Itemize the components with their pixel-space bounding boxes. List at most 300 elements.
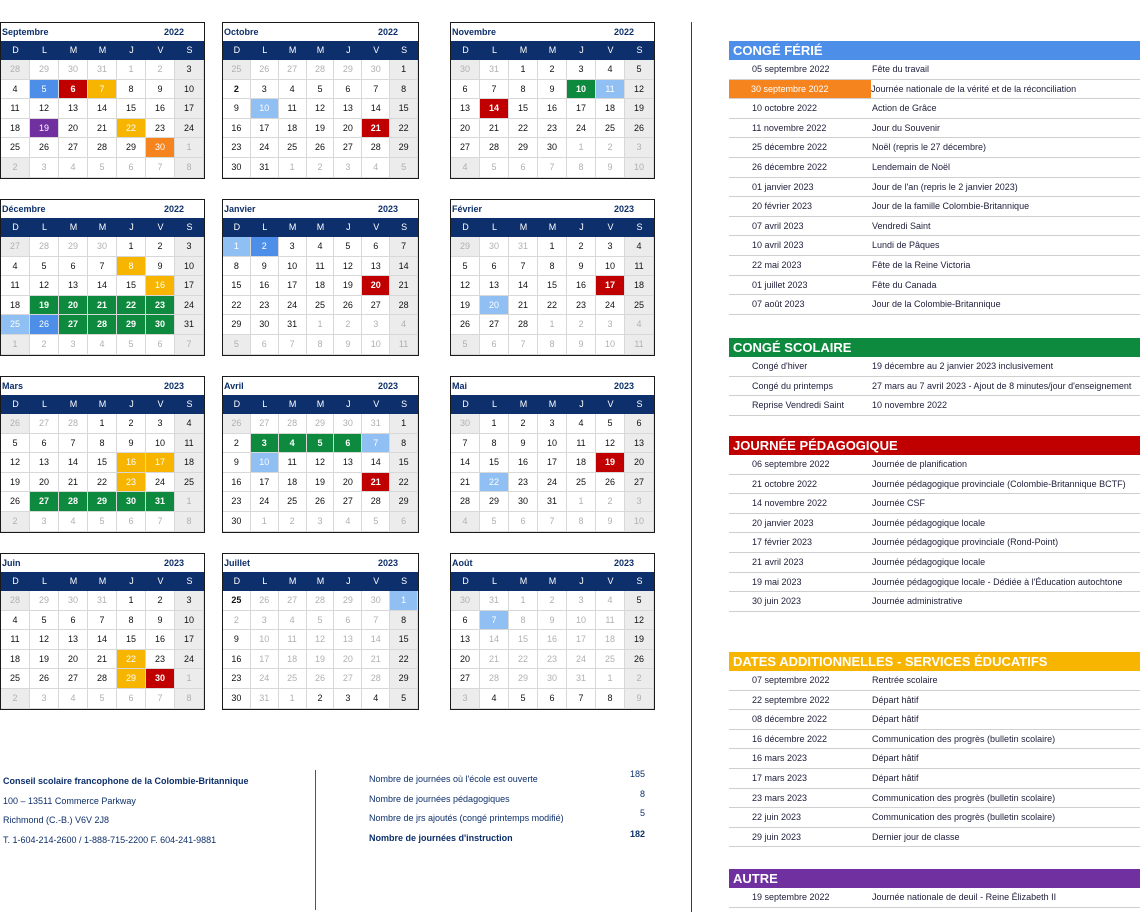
- day-cell: 21: [451, 473, 480, 493]
- day-cell: 31: [538, 492, 567, 512]
- legend-date: 22 mai 2023: [752, 259, 802, 270]
- day-cell: 4: [88, 335, 117, 355]
- weekday-label: M: [519, 222, 528, 232]
- day-cell: 22: [390, 473, 418, 493]
- day-cell: 26: [334, 296, 362, 316]
- day-cell: 30: [334, 414, 362, 434]
- day-cell: 28: [88, 138, 117, 158]
- month-calendar: [450, 376, 655, 533]
- day-cell: 26: [307, 492, 335, 512]
- day-cell: 24: [251, 492, 279, 512]
- day-cell: 8: [538, 257, 567, 277]
- day-cell: 2: [1, 689, 30, 709]
- legend-date: Congé d'hiver: [752, 361, 808, 371]
- day-cell: 31: [88, 60, 117, 80]
- day-cell: 25: [596, 650, 625, 670]
- legend-description: Journée nationale de la vérité et de la réconciliation: [871, 83, 1077, 94]
- day-cell: 21: [480, 119, 509, 139]
- day-cell: 28: [362, 138, 390, 158]
- section-header: CONGÉ FÉRIÉ: [729, 41, 1140, 60]
- day-cell: 27: [59, 138, 88, 158]
- day-cell: 28: [59, 492, 88, 512]
- day-cell: 6: [451, 80, 480, 100]
- legend-description: Départ hâtif: [872, 714, 919, 725]
- day-cell: 12: [625, 80, 654, 100]
- legend-description: Lendemain de Noël: [872, 161, 951, 172]
- weekday-label: M: [316, 222, 325, 232]
- weekday-label: D: [462, 576, 469, 586]
- month-title: [1, 23, 204, 41]
- legend-description: 27 mars au 7 avril 2023 - Ajout de 8 minutes/jour d'enseignement: [872, 380, 1132, 391]
- day-cell: 22: [117, 296, 146, 316]
- month-title: [223, 554, 418, 572]
- day-cell: 29: [30, 591, 59, 611]
- day-cell: 7: [175, 335, 204, 355]
- weekday-label: J: [346, 45, 351, 55]
- day-cell: 2: [251, 237, 279, 257]
- day-cell: 4: [175, 414, 204, 434]
- day-cell: 31: [251, 689, 279, 709]
- day-cell: 6: [509, 512, 538, 532]
- day-cell: 26: [625, 650, 654, 670]
- weekday-header: [223, 395, 418, 414]
- day-cell: 25: [1, 669, 30, 689]
- legend-description: 19 décembre au 2 janvier 2023 inclusivement: [872, 361, 1054, 371]
- day-cell: 6: [146, 335, 175, 355]
- day-cell: 20: [334, 119, 362, 139]
- day-cell: 30: [251, 315, 279, 335]
- legend-date: 07 avril 2023: [752, 220, 804, 231]
- month-year: 2023: [163, 558, 184, 568]
- weekday-header: [1, 395, 204, 414]
- day-cell: 2: [509, 414, 538, 434]
- legend-date: 01 janvier 2023: [752, 181, 814, 192]
- day-cell: 8: [509, 611, 538, 631]
- weekday-label: D: [233, 45, 241, 55]
- day-cell: 25: [279, 669, 307, 689]
- day-cell: 5: [480, 512, 509, 532]
- legend-row: [729, 494, 1140, 514]
- day-cell: 4: [279, 80, 307, 100]
- day-cell: 8: [567, 158, 596, 178]
- org-name: Conseil scolaire francophone de la Colombie-Britannique: [3, 776, 249, 786]
- day-cell: 6: [59, 257, 88, 277]
- day-grid: [1, 591, 204, 709]
- legend-date: 10 avril 2023: [752, 240, 804, 251]
- month-calendar: [222, 199, 419, 356]
- month-calendar: [0, 22, 205, 179]
- day-cell: 10: [251, 99, 279, 119]
- day-cell: 7: [362, 80, 390, 100]
- weekday-label: L: [491, 45, 497, 55]
- day-cell: 27: [451, 669, 480, 689]
- day-cell: 2: [1, 512, 30, 532]
- weekday-label: M: [519, 576, 528, 586]
- day-cell: 19: [30, 296, 59, 316]
- day-cell: 17: [175, 630, 204, 650]
- day-cell: 1: [509, 60, 538, 80]
- legend-row: [729, 533, 1140, 553]
- legend-description: Journée administrative: [872, 596, 963, 607]
- day-cell: 10: [175, 80, 204, 100]
- day-cell: 26: [30, 669, 59, 689]
- day-cell: 29: [390, 492, 418, 512]
- day-cell: 2: [117, 414, 146, 434]
- day-cell: 7: [390, 237, 418, 257]
- day-cell: 21: [362, 650, 390, 670]
- day-cell: 24: [175, 119, 204, 139]
- day-cell: 14: [480, 630, 509, 650]
- day-cell: 30: [538, 138, 567, 158]
- day-cell: 4: [390, 315, 418, 335]
- month-year: 2022: [613, 27, 634, 37]
- org-phone: T. 1-604-214-2600 / 1-888-715-2200 F. 604-241-9881: [3, 834, 217, 845]
- month-year: 2023: [613, 204, 634, 214]
- day-cell: 7: [88, 80, 117, 100]
- section-autre: [729, 869, 1140, 908]
- day-cell: 5: [223, 335, 251, 355]
- day-cell: 1: [567, 492, 596, 512]
- month-name: Mars: [2, 381, 24, 391]
- day-cell: 6: [509, 158, 538, 178]
- day-cell: 28: [279, 414, 307, 434]
- day-cell: 9: [538, 80, 567, 100]
- day-cell: 27: [451, 138, 480, 158]
- legend-row: [729, 888, 1140, 908]
- day-cell: 11: [279, 453, 307, 473]
- day-cell: 10: [175, 611, 204, 631]
- day-cell: 14: [59, 453, 88, 473]
- legend-row: [729, 236, 1140, 256]
- month-calendar: [0, 199, 205, 356]
- day-grid: [223, 591, 418, 709]
- day-cell: 3: [59, 335, 88, 355]
- legend-date: 26 décembre 2022: [752, 161, 828, 172]
- day-cell: 26: [625, 119, 654, 139]
- day-cell: 1: [509, 591, 538, 611]
- day-cell: 8: [596, 689, 625, 709]
- day-cell: 4: [59, 512, 88, 532]
- day-cell: 29: [117, 138, 146, 158]
- vertical-divider: [691, 22, 692, 912]
- day-cell: 12: [307, 630, 335, 650]
- day-cell: 4: [334, 512, 362, 532]
- day-cell: 13: [59, 276, 88, 296]
- day-cell: 7: [509, 335, 538, 355]
- day-cell: 31: [480, 60, 509, 80]
- weekday-label: J: [346, 399, 351, 409]
- weekday-label: M: [98, 399, 107, 409]
- legend-row: [729, 295, 1140, 315]
- weekday-label: L: [41, 399, 47, 409]
- day-cell: 8: [307, 335, 335, 355]
- weekday-label: L: [262, 576, 268, 586]
- day-cell: 24: [279, 296, 307, 316]
- day-cell: 12: [1, 453, 30, 473]
- day-cell: 9: [146, 257, 175, 277]
- legend-date: 20 février 2023: [752, 201, 813, 212]
- day-cell: 4: [362, 689, 390, 709]
- legend-row: [729, 357, 1140, 377]
- day-cell: 11: [625, 257, 654, 277]
- weekday-label: M: [519, 45, 528, 55]
- day-cell: 13: [334, 99, 362, 119]
- day-cell: 1: [390, 591, 418, 611]
- day-cell: 1: [538, 237, 567, 257]
- day-cell: 17: [596, 276, 625, 296]
- weekday-label: J: [579, 45, 584, 55]
- day-cell: 2: [567, 315, 596, 335]
- day-cell: 2: [223, 611, 251, 631]
- weekday-label: L: [491, 576, 497, 586]
- day-cell: 13: [59, 99, 88, 119]
- day-cell: 8: [175, 512, 204, 532]
- legend-row: [729, 197, 1140, 217]
- day-cell: 8: [117, 257, 146, 277]
- legend-description: Départ hâtif: [872, 772, 919, 783]
- month-year: 2023: [377, 558, 398, 568]
- day-cell: 30: [509, 492, 538, 512]
- day-cell: 31: [251, 158, 279, 178]
- day-cell: 4: [625, 315, 654, 335]
- weekday-header: [223, 572, 418, 591]
- day-cell: 14: [362, 99, 390, 119]
- day-cell: 30: [538, 669, 567, 689]
- day-cell: 2: [146, 237, 175, 257]
- section-journee-pedagogique: [729, 436, 1140, 612]
- legend-date: 07 septembre 2022: [752, 675, 830, 685]
- day-cell: 28: [88, 669, 117, 689]
- day-cell: 4: [59, 689, 88, 709]
- weekday-label: M: [98, 45, 107, 55]
- legend-date: Congé du printemps: [752, 380, 834, 391]
- legend-row: [729, 749, 1140, 769]
- day-cell: 11: [279, 99, 307, 119]
- stat-row: [369, 809, 645, 829]
- legend-row: [729, 573, 1140, 593]
- day-cell: 12: [30, 630, 59, 650]
- day-cell: 23: [538, 119, 567, 139]
- legend-description: Lundi de Pâques: [872, 240, 940, 251]
- section-header: CONGÉ SCOLAIRE: [729, 338, 1140, 357]
- legend-row: [729, 553, 1140, 573]
- weekday-label: J: [346, 576, 351, 586]
- day-cell: 5: [30, 611, 59, 631]
- day-grid: [1, 60, 204, 178]
- legend-row: [729, 789, 1140, 809]
- weekday-label: M: [316, 399, 325, 409]
- day-cell: 7: [59, 434, 88, 454]
- day-cell: 11: [307, 257, 335, 277]
- day-cell: 18: [567, 453, 596, 473]
- day-cell: 9: [251, 257, 279, 277]
- weekday-label: V: [373, 576, 380, 586]
- day-cell: 2: [146, 591, 175, 611]
- day-cell: 1: [596, 669, 625, 689]
- weekday-label: J: [129, 222, 134, 232]
- month-year: 2022: [377, 27, 398, 37]
- day-cell: 6: [480, 335, 509, 355]
- day-cell: 16: [146, 630, 175, 650]
- weekday-label: M: [98, 576, 107, 586]
- day-cell: 8: [223, 257, 251, 277]
- legend-row: [729, 99, 1140, 119]
- day-cell: 13: [30, 453, 59, 473]
- day-cell: 4: [279, 434, 307, 454]
- legend-date: 30 juin 2023: [752, 596, 802, 607]
- day-cell: 2: [146, 60, 175, 80]
- weekday-label: J: [579, 222, 584, 232]
- day-cell: 3: [567, 60, 596, 80]
- day-cell: 4: [451, 158, 480, 178]
- day-cell: 29: [334, 60, 362, 80]
- weekday-label: S: [636, 576, 643, 586]
- legend-description: Journée pédagogique provinciale (Colombie-Britannique BCTF): [872, 478, 1126, 489]
- day-cell: 28: [390, 296, 418, 316]
- day-cell: 19: [1, 473, 30, 493]
- day-cell: 7: [146, 512, 175, 532]
- day-cell: 18: [1, 296, 30, 316]
- weekday-header: [451, 395, 654, 414]
- legend-description: Journée pédagogique locale - Dédiée à l'Éducation autochtone: [872, 576, 1123, 587]
- day-cell: 16: [538, 99, 567, 119]
- day-cell: 17: [538, 453, 567, 473]
- stat-label: Nombre de journées pédagogiques: [369, 793, 510, 804]
- day-cell: 28: [509, 315, 538, 335]
- day-cell: 5: [509, 689, 538, 709]
- day-cell: 16: [146, 276, 175, 296]
- day-cell: 19: [625, 99, 654, 119]
- legend-row: [729, 691, 1140, 711]
- legend-date: 10 octobre 2022: [752, 103, 818, 114]
- day-cell: 25: [279, 492, 307, 512]
- day-cell: 3: [334, 689, 362, 709]
- legend-date: 06 septembre 2022: [752, 459, 830, 469]
- day-cell: 27: [334, 138, 362, 158]
- day-cell: 4: [567, 414, 596, 434]
- day-cell: 6: [117, 689, 146, 709]
- weekday-label: S: [401, 576, 408, 586]
- day-cell: 18: [625, 276, 654, 296]
- day-cell: 31: [362, 414, 390, 434]
- month-name: Janvier: [224, 204, 256, 214]
- day-cell: 7: [538, 512, 567, 532]
- weekday-label: V: [373, 399, 380, 409]
- day-cell: 28: [1, 591, 30, 611]
- day-grid: [223, 60, 418, 178]
- weekday-label: S: [186, 399, 193, 409]
- legend-row: [729, 119, 1140, 139]
- day-cell: 23: [146, 296, 175, 316]
- day-cell: 8: [390, 611, 418, 631]
- day-cell: 26: [451, 315, 480, 335]
- day-cell: 11: [625, 335, 654, 355]
- weekday-label: D: [12, 45, 19, 55]
- day-cell: 5: [307, 434, 335, 454]
- legend-date: 17 février 2023: [752, 537, 813, 548]
- day-cell: 1: [175, 492, 204, 512]
- day-cell: 14: [509, 276, 538, 296]
- weekday-label: S: [186, 45, 193, 55]
- day-cell: 13: [451, 630, 480, 650]
- day-cell: 10: [175, 257, 204, 277]
- day-cell: 1: [117, 60, 146, 80]
- day-cell: 23: [146, 650, 175, 670]
- weekday-label: S: [401, 399, 408, 409]
- day-cell: 21: [88, 296, 117, 316]
- day-cell: 30: [480, 237, 509, 257]
- day-cell: 12: [30, 99, 59, 119]
- day-cell: 16: [567, 276, 596, 296]
- day-cell: 4: [480, 689, 509, 709]
- weekday-label: S: [401, 45, 408, 55]
- legend-date: Reprise Vendredi Saint: [752, 400, 845, 411]
- day-cell: 2: [538, 591, 567, 611]
- day-cell: 20: [480, 296, 509, 316]
- day-cell: 24: [567, 650, 596, 670]
- day-cell: 3: [625, 492, 654, 512]
- day-cell: 8: [390, 434, 418, 454]
- weekday-label: D: [12, 576, 19, 586]
- day-cell: 4: [596, 591, 625, 611]
- day-cell: 29: [223, 315, 251, 335]
- weekday-label: M: [548, 576, 557, 586]
- day-cell: 4: [1, 257, 30, 277]
- day-cell: 27: [30, 414, 59, 434]
- legend-row: [729, 276, 1140, 296]
- day-cell: 15: [117, 99, 146, 119]
- day-cell: 9: [223, 99, 251, 119]
- legend-date: 16 mars 2023: [752, 753, 808, 764]
- legend-date: 14 novembre 2022: [752, 498, 828, 509]
- weekday-label: M: [69, 222, 78, 232]
- day-cell: 27: [334, 669, 362, 689]
- day-cell: 1: [223, 237, 251, 257]
- weekday-label: D: [462, 399, 469, 409]
- weekday-header: [451, 41, 654, 60]
- legend-date: 30 septembre 2022: [729, 80, 871, 99]
- day-cell: 7: [88, 257, 117, 277]
- weekday-label: J: [579, 399, 584, 409]
- day-cell: 3: [146, 414, 175, 434]
- day-cell: 9: [538, 611, 567, 631]
- day-cell: 11: [279, 630, 307, 650]
- weekday-label: V: [157, 45, 164, 55]
- day-cell: 29: [509, 669, 538, 689]
- day-cell: 22: [538, 296, 567, 316]
- day-cell: 23: [538, 650, 567, 670]
- month-title: [451, 377, 654, 395]
- day-cell: 2: [30, 335, 59, 355]
- day-cell: 26: [1, 414, 30, 434]
- stat-row: [369, 770, 645, 790]
- day-cell: 16: [117, 453, 146, 473]
- day-cell: 17: [279, 276, 307, 296]
- weekday-label: M: [288, 222, 297, 232]
- day-cell: 18: [175, 453, 204, 473]
- month-calendar: [450, 199, 655, 356]
- day-cell: 12: [596, 434, 625, 454]
- day-cell: 7: [451, 434, 480, 454]
- legend-row: [729, 769, 1140, 789]
- day-cell: 10: [625, 512, 654, 532]
- day-cell: 17: [567, 630, 596, 650]
- day-cell: 20: [625, 453, 654, 473]
- month-name: Mai: [452, 381, 468, 391]
- legend-row: [729, 808, 1140, 828]
- day-cell: 31: [480, 591, 509, 611]
- day-cell: 19: [30, 650, 59, 670]
